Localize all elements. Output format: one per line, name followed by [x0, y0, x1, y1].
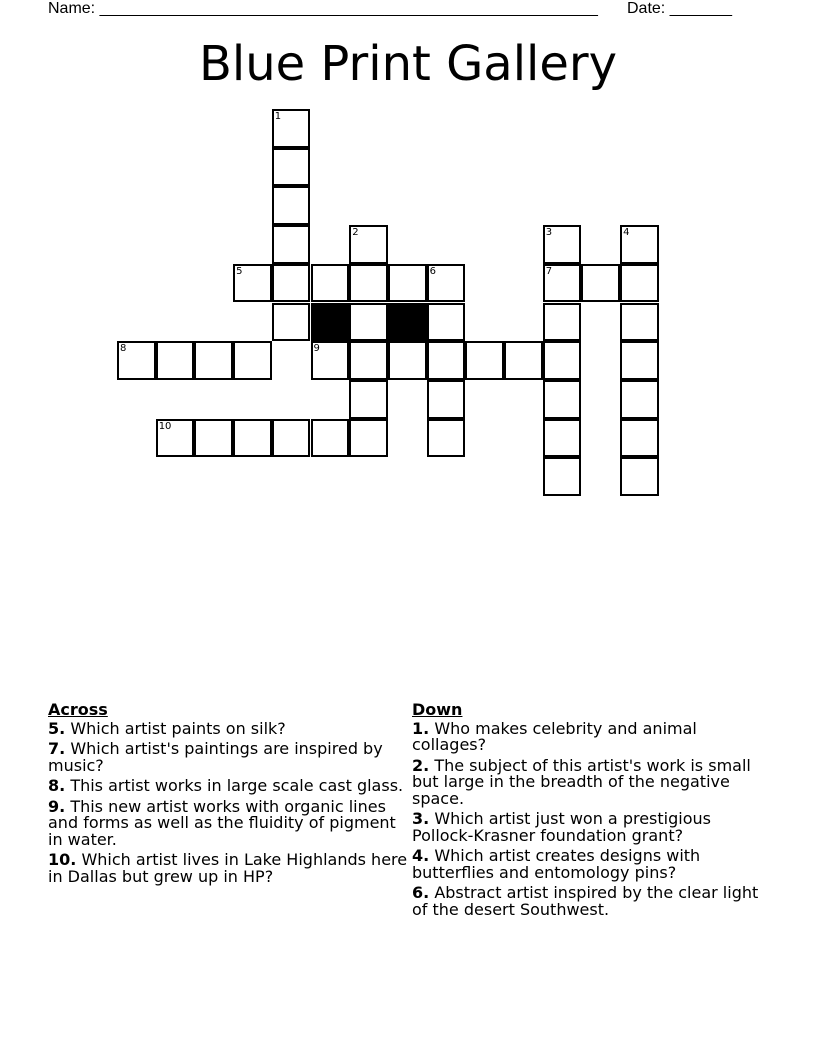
- clue-text: Which artist just won a prestigious Pollock-Krasner foundation grant?: [412, 809, 711, 845]
- page-title: Blue Print Gallery: [198, 36, 618, 92]
- grid-cell[interactable]: [349, 225, 388, 264]
- grid-cell[interactable]: [620, 419, 659, 458]
- grid-cell[interactable]: [272, 225, 311, 264]
- clue-down: [412, 848, 772, 881]
- grid-cell[interactable]: [311, 419, 350, 458]
- grid-cell[interactable]: [388, 264, 427, 303]
- clue-text: Which artist lives in Lake Highlands here in Dallas but grew up in HP?: [48, 850, 408, 886]
- clue-number: 9.: [48, 796, 66, 816]
- grid-cell[interactable]: [543, 380, 582, 419]
- grid-cell[interactable]: [543, 457, 582, 496]
- grid-cell[interactable]: [272, 419, 311, 458]
- clue-across: [48, 852, 410, 885]
- clue-across: [48, 778, 410, 795]
- grid-cell[interactable]: [427, 303, 466, 342]
- grid-cell[interactable]: [620, 341, 659, 380]
- grid-cell[interactable]: [620, 303, 659, 342]
- grid-cell[interactable]: [388, 341, 427, 380]
- grid-cell[interactable]: [427, 341, 466, 380]
- grid-cell[interactable]: [156, 341, 195, 380]
- clue-down: [412, 755, 772, 808]
- clue-number: 2.: [412, 755, 430, 775]
- clue-text: Which artist paints on silk?: [70, 718, 286, 738]
- grid-cell[interactable]: [620, 380, 659, 419]
- clue-number: 7.: [48, 739, 66, 758]
- clue-number: 4.: [412, 846, 430, 865]
- clue-number-label: 10: [158, 420, 172, 432]
- black-cell: [388, 303, 427, 342]
- black-cell: [311, 303, 350, 342]
- down-heading: Down: [412, 700, 463, 719]
- grid-cell[interactable]: [272, 148, 311, 187]
- grid-cell[interactable]: [272, 186, 311, 225]
- grid-cell[interactable]: [272, 109, 311, 148]
- clue-number-label: 3: [545, 227, 553, 239]
- clue-down: [412, 885, 772, 918]
- clue-across: [48, 741, 410, 774]
- clue-number-label: 7: [545, 265, 553, 277]
- grid-cell[interactable]: [543, 303, 582, 342]
- date-field[interactable]: Date: _______: [627, 0, 732, 17]
- clue-number: 8.: [48, 776, 66, 795]
- grid-cell[interactable]: [233, 341, 272, 380]
- grid-cell[interactable]: [620, 225, 659, 264]
- grid-cell[interactable]: [311, 264, 350, 303]
- grid-cell[interactable]: [543, 264, 582, 303]
- clue-text: The subject of this artist's work is small but large in the breadth of the negative space.: [412, 755, 751, 808]
- down-clues: [412, 702, 772, 922]
- clue-number-label: 5: [236, 265, 243, 277]
- clue-down: [412, 718, 772, 754]
- clue-across: [48, 796, 410, 849]
- clue-number: 6.: [412, 883, 430, 902]
- grid-cell[interactable]: [543, 225, 582, 264]
- grid-cell[interactable]: [427, 264, 466, 303]
- clue-number-label: 4: [623, 227, 630, 239]
- grid-cell[interactable]: [349, 303, 388, 342]
- grid-cell[interactable]: [581, 264, 620, 303]
- grid-cell[interactable]: [427, 380, 466, 419]
- clue-across: [48, 718, 410, 738]
- clue-number: 3.: [412, 809, 430, 828]
- clue-number: 1.: [412, 718, 430, 738]
- clue-number: 10.: [48, 850, 77, 869]
- grid-cell[interactable]: [543, 341, 582, 380]
- grid-cell[interactable]: [465, 341, 504, 380]
- clue-text: Abstract artist inspired by the clear light of the desert Southwest.: [412, 883, 759, 919]
- grid-cell[interactable]: [349, 341, 388, 380]
- grid-cell[interactable]: [427, 419, 466, 458]
- grid-cell[interactable]: [117, 341, 156, 380]
- grid-cell[interactable]: [620, 264, 659, 303]
- grid-cell[interactable]: [233, 419, 272, 458]
- across-clues: [48, 702, 410, 889]
- grid-cell[interactable]: [620, 457, 659, 496]
- clue-number-label: 8: [120, 343, 127, 355]
- grid-cell[interactable]: [156, 419, 195, 458]
- clue-number-label: 2: [352, 227, 359, 239]
- grid-cell[interactable]: [272, 303, 311, 342]
- clue-down: [412, 811, 772, 844]
- grid-cell[interactable]: [504, 341, 543, 380]
- grid-cell[interactable]: [543, 419, 582, 458]
- grid-cell[interactable]: [194, 341, 233, 380]
- clue-number: 5.: [48, 718, 66, 738]
- name-field[interactable]: Name: ________________________________________________________: [48, 0, 598, 17]
- clue-number-label: 6: [429, 265, 436, 277]
- grid-cell[interactable]: [311, 341, 350, 380]
- across-heading: Across: [48, 700, 108, 719]
- grid-cell[interactable]: [349, 380, 388, 419]
- grid-cell[interactable]: [349, 264, 388, 303]
- clue-text: This artist works in large scale cast glass.: [70, 776, 404, 795]
- grid-cell[interactable]: [349, 419, 388, 458]
- grid-cell[interactable]: [194, 419, 233, 458]
- clue-text: Who makes celebrity and animal collages?: [412, 718, 697, 754]
- grid-cell[interactable]: [272, 264, 311, 303]
- clue-text: Which artist creates designs with butterflies and entomology pins?: [412, 846, 701, 882]
- clue-number-label: 9: [313, 343, 320, 355]
- grid-cell[interactable]: [233, 264, 272, 303]
- clue-text: Which artist's paintings are inspired by music?: [48, 739, 383, 775]
- clue-number-label: 1: [274, 111, 282, 122]
- clue-text: This new artist works with organic lines and forms as well as the fluidity of pigment in water.: [48, 796, 396, 849]
